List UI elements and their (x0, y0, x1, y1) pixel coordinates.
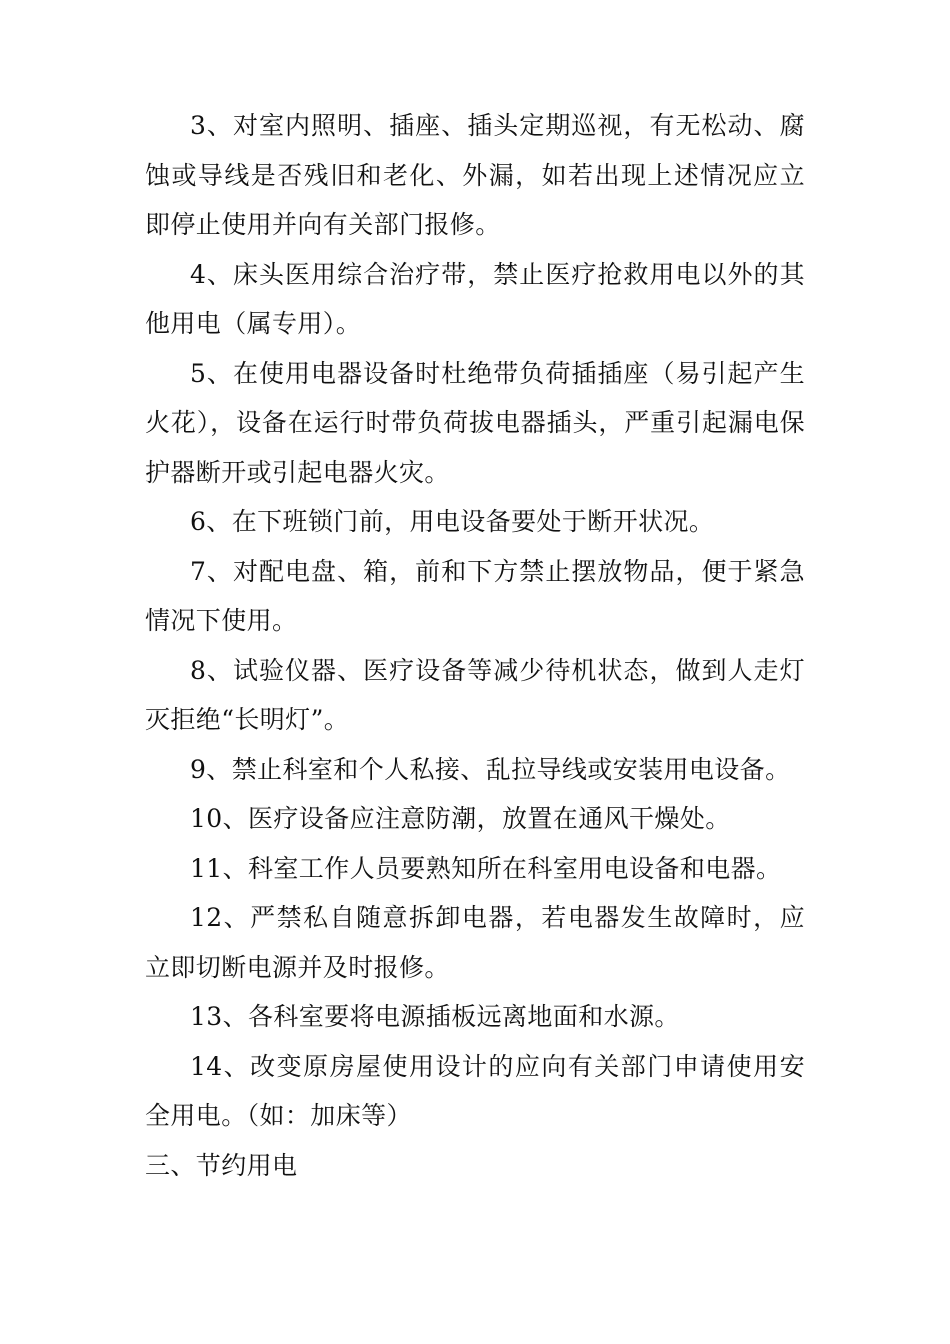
rule-item-7: 7、对配电盘、箱，前和下方禁止摆放物品，便于紧急情况下使用。 (145, 556, 805, 635)
rule-item-13: 13、各科室要将电源插板远离地面和水源。 (190, 1002, 680, 1031)
rule-item-5: 5、在使用电器设备时杜绝带负荷插插座（易引起产生火花），设备在运行时带负荷拔电器插头，严重引起漏电保护器断开或引起电器火灾。 (145, 358, 805, 487)
rule-item-9: 9、禁止科室和个人私接、乱拉导线或安装用电设备。 (190, 754, 791, 784)
rule-item-10: 10、医疗设备应注意防潮，放置在通风干燥处。 (190, 804, 731, 833)
rule-item-14: 14、改变原房屋使用设计的应向有关部门申请使用安全用电。（如：加床等） (145, 1051, 805, 1130)
rule-item-6: 6、在下班锁门前，用电设备要处于断开状况。 (190, 507, 715, 536)
rule-item-3: 3、对室内照明、插座、插头定期巡视，有无松动、腐蚀或导线是否残旧和老化、外漏，如若出现上述情况应立即停止使用并向有关部门报修。 (145, 111, 805, 239)
rule-item-11: 11、科室工作人员要熟知所在科室用电设备和电器。 (190, 853, 782, 883)
rule-item-12: 12、严禁私自随意拆卸电器，若电器发生故障时，应立即切断电源并及时报修。 (145, 903, 805, 982)
document-body (145, 101, 805, 1190)
section-heading: 三、节约用电 (145, 1150, 298, 1180)
rule-item-4: 4、床头医用综合治疗带，禁止医疗抢救用电以外的其他用电（属专用）。 (145, 259, 805, 338)
rule-item-8: 8、试验仪器、医疗设备等减少待机状态，做到人走灯灭拒绝“长明灯”。 (145, 655, 805, 734)
